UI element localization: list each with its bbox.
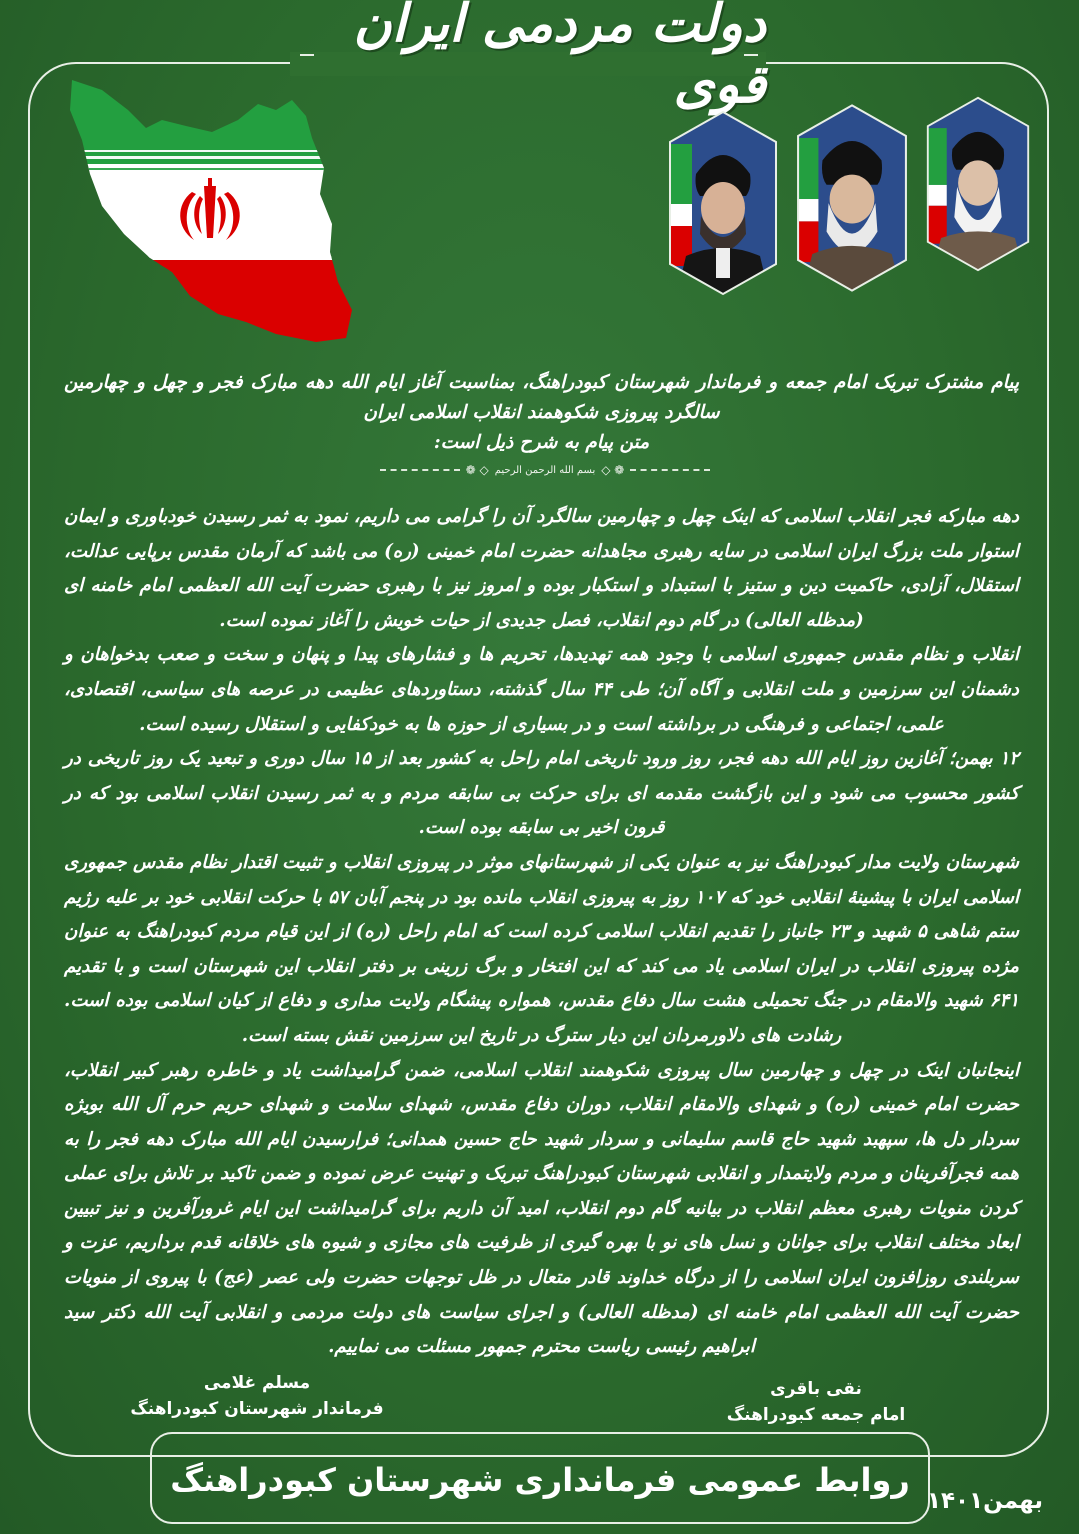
paragraph-1: دهه مبارکه فجر انقلاب اسلامی که اینک چهل و چهارمین سالگرد آن را گرامی می داریم، نمود به ثمر رسیدن خودباوری و ایمان استوار ملت بزرگ ایران اسلامی در سایه رهبری مجاهدانه حضرت امام خمینی (ره) می باشد که آرمان مقدس برپایی عدالت، استقلال، آزادی، حاکمیت دین و ستیز با استبداد و استکبار بوده و امروز نیز با رهبری حضرت آیت الله العظمی امام خامنه ای (مدظله العالی) در گام دوم انقلاب، فصل جدیدی از حیات خویش را آغاز نموده است. — [64, 506, 1019, 631]
message-body — [64, 500, 1019, 1365]
flower-ornament-icon: ◇ ❁ — [465, 463, 489, 477]
imam-title: امام جمعه کبودراهنگ — [726, 1405, 906, 1425]
page-title: دولت مردمی ایران قوی — [353, 0, 766, 115]
governor-name: مسلم غلامی — [203, 1373, 311, 1393]
basmala: بسم الله الرحمن الرحیم — [494, 464, 596, 476]
paragraph-2: انقلاب و نظام مقدس جمهوری اسلامی با وجود همه تهدیدها، تحریم ها و فشارهای پیدا و پنهان و سخت و صعب بدخواهان و دشمنان این سرزمین و ملت انقلابی و آگاه آن؛ طی ۴۴ سال گذشته، دستاوردهای عظیمی در عرصه های سیاسی، اقتصادی، علمی، اجتماعی و فرهنگی در برداشته است و در بسیاری از حوزه ها به خودکفایی و استقلال رسیده است. — [64, 644, 1019, 735]
footer-title: روابط عمومی فرمانداری شهرستان کبودراهنگ — [170, 1461, 910, 1499]
signature-imam — [700, 1376, 932, 1428]
intro-text — [64, 368, 1019, 458]
portrait-right — [920, 94, 1036, 274]
flower-ornament-icon: ❁ ◇ — [601, 463, 625, 477]
intro-line-2: متن پیام به شرح ذیل است: — [433, 432, 650, 453]
imam-name: نقی باقری — [770, 1379, 862, 1399]
divider-line-right — [630, 469, 710, 471]
portrait-left — [666, 108, 780, 298]
governor-title: فرماندار شهرستان کبودراهنگ — [130, 1399, 384, 1419]
paragraph-3: ۱۲ بهمن؛ آغازین روز ایام الله دهه فجر، روز ورود تاریخی امام راحل به کشور بعد از ۱۵ سال دوری و تبعید یک روز تاریخی در کشور محسوب می شود و این بازگشت مقدمه ای برای حرکت بی سابقه مردم و به ثمر رسیدن انقلاب اسلامی بود که در قرون اخیر بی سابقه بوده است. — [64, 748, 1019, 839]
paragraph-4: شهرستان ولایت مدار کبودراهنگ نیز به عنوان یکی از شهرستانهای موثر در پیروزی انقلاب و تثبیت اقتدار نظام مقدس جمهوری اسلامی ایران با پیشینۀ انقلابی خود که ۱۰۷ روز به پیروزی انقلاب مانده بود در پنجم آبان ۵۷ با حرکت انقلابی خود بر علیه رژیم ستم شاهی ۵ شهید و ۲۳ جانباز را تقدیم انقلاب اسلامی کرده است که امام راحل (ره) از این قیام مردم کبودراهنگ به عنوان مژده پیروزی انقلاب در ایران اسلامی یاد می کند که این افتخار و برگ زرینی بر دفتر انقلاب این شهرستان است و با تقدیم ۶۴۱ شهید والامقام در جنگ تحمیلی هشت سال دفاع مقدس، همواره پیشگام ولایت مداری و دفاع از کیان اسلامی بوده است. رشادت های دلاورمردان این دیار سترگ در تاریخ این سرزمین نقش بسته است. — [64, 851, 1019, 1046]
signature-governor — [130, 1370, 384, 1422]
divider-line-left — [380, 469, 460, 471]
intro-line-1: پیام مشترک تبریک امام جمعه و فرماندار شهرستان کبودراهنگ، بمناسبت آغاز ایام الله دهه مبارک فجر و چهل و چهارمین سالگرد پیروزی شکوهمند انقلاب اسلامی ایران — [64, 372, 1019, 423]
portrait-center — [794, 100, 910, 296]
iran-flag-map — [62, 76, 358, 346]
issue-date: بهمن۱۴۰۱ — [926, 1488, 1044, 1514]
paragraph-5: اینجانبان اینک در چهل و چهارمین سال پیروزی شکوهمند انقلاب اسلامی، ضمن گرامیداشت یاد و خاطره رهبر کبیر انقلاب، حضرت امام خمینی (ره) و شهدای والامقام انقلاب، دوران دفاع مقدس، شهدای سلامت و شهدای حریم حرم آل الله بویژه سردار دل ها، سپهبد شهید حاج قاسم سلیمانی و سردار شهید حاج حسین همدانی؛ فرارسیدن ایام الله مبارک دهه فجر را به همه فجرآفرینان و مردم ولایتمدار و انقلابی شهرستان کبودراهنگ تبریک و تهنیت عرض نموده و ضمن تاکید بر تلاش برای عملی کردن منویات رهبری معظم انقلاب در بیانیه گام دوم انقلاب، امید آن داریم برای گرامیداشت این ایام غرورآفرین و نیز تبیین ابعاد مختلف انقلاب برای جوانان و نسل های نو با بهره گیری از ظرفیت های مجازی و شیوه های خلاقانه قدم برداریم، عزت و سربلندی روزافزون ایران اسلامی را از درگاه خداوند قادر متعال در ظل توجهات حضرت ولی عصر (عج) با پیروی از منویات حضرت آیت الله العظمی امام خامنه ای (مدظله العالی) و اجرای سیاست های دولت مردمی و انقلابی آیت الله دکتر سید ابراهیم رئیسی ریاست محترم جمهور مسئلت می نماییم. — [64, 1059, 1019, 1358]
basmala-divider — [380, 460, 710, 480]
